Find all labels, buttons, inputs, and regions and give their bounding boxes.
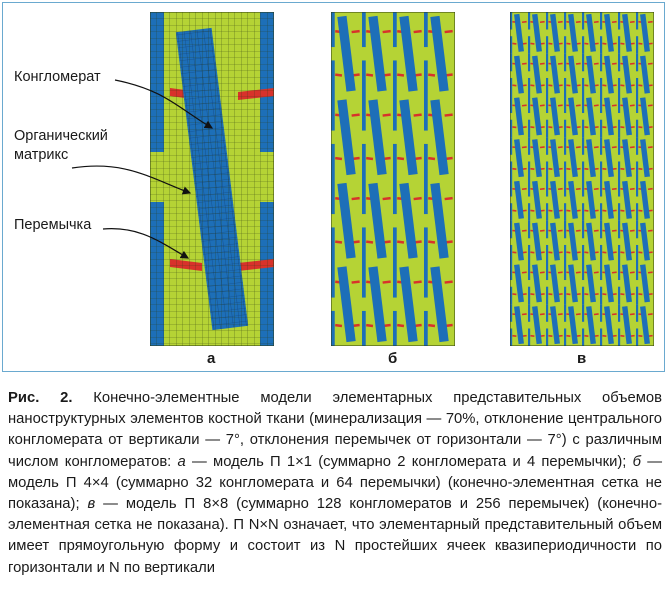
label-bridge: Перемычка: [14, 217, 92, 233]
caption-text-1: Конечно-элементные модели элементарных представительных объемов наноструктурных элементов костной ткани (минерализация — 70%, отклонение центрального конгломерата от вертикали — 7°, отклонения перемычек от горизонтали — 7°) с различным числом конгломератов:: [8, 390, 662, 470]
panel-letter-c: в: [577, 350, 587, 367]
caption-prefix: Рис. 2.: [8, 390, 73, 406]
label-organic-matrix-2: матрикс: [14, 147, 69, 163]
caption-text-4: — модель П 8×8 (суммарно 128 конгломератов и 256 перемычек) (конечно-элементная сетка не показана). П N×N означает, что элементарный представительный объем имеет прямоугольную форму и состоит из N простейших ячеек квазипериодичности по горизонтали и N по вертикали: [8, 496, 663, 576]
label-organic-matrix-1: Органический: [14, 128, 108, 144]
arrow-conglomerate: [115, 80, 212, 128]
figure-caption: [8, 388, 662, 579]
panel-letter-b: б: [388, 350, 398, 367]
caption-letter-a: а: [177, 453, 186, 470]
arrow-bridge: [103, 229, 188, 258]
caption-letter-b: б: [632, 453, 641, 470]
label-conglomerate: Конгломерат: [14, 69, 101, 85]
arrow-organic-matrix: [72, 166, 190, 193]
caption-text-3: — модель П 4×4 (суммарно 32 конгломерата и 64 перемычки) (конечно-элементная сетка не показана);: [8, 453, 662, 513]
panel-letter-a: а: [207, 350, 216, 367]
caption-letter-c: в: [87, 496, 96, 513]
caption-text-2: — модель П 1×1 (суммарно 2 конгломерата и 4 перемычки);: [185, 453, 633, 470]
